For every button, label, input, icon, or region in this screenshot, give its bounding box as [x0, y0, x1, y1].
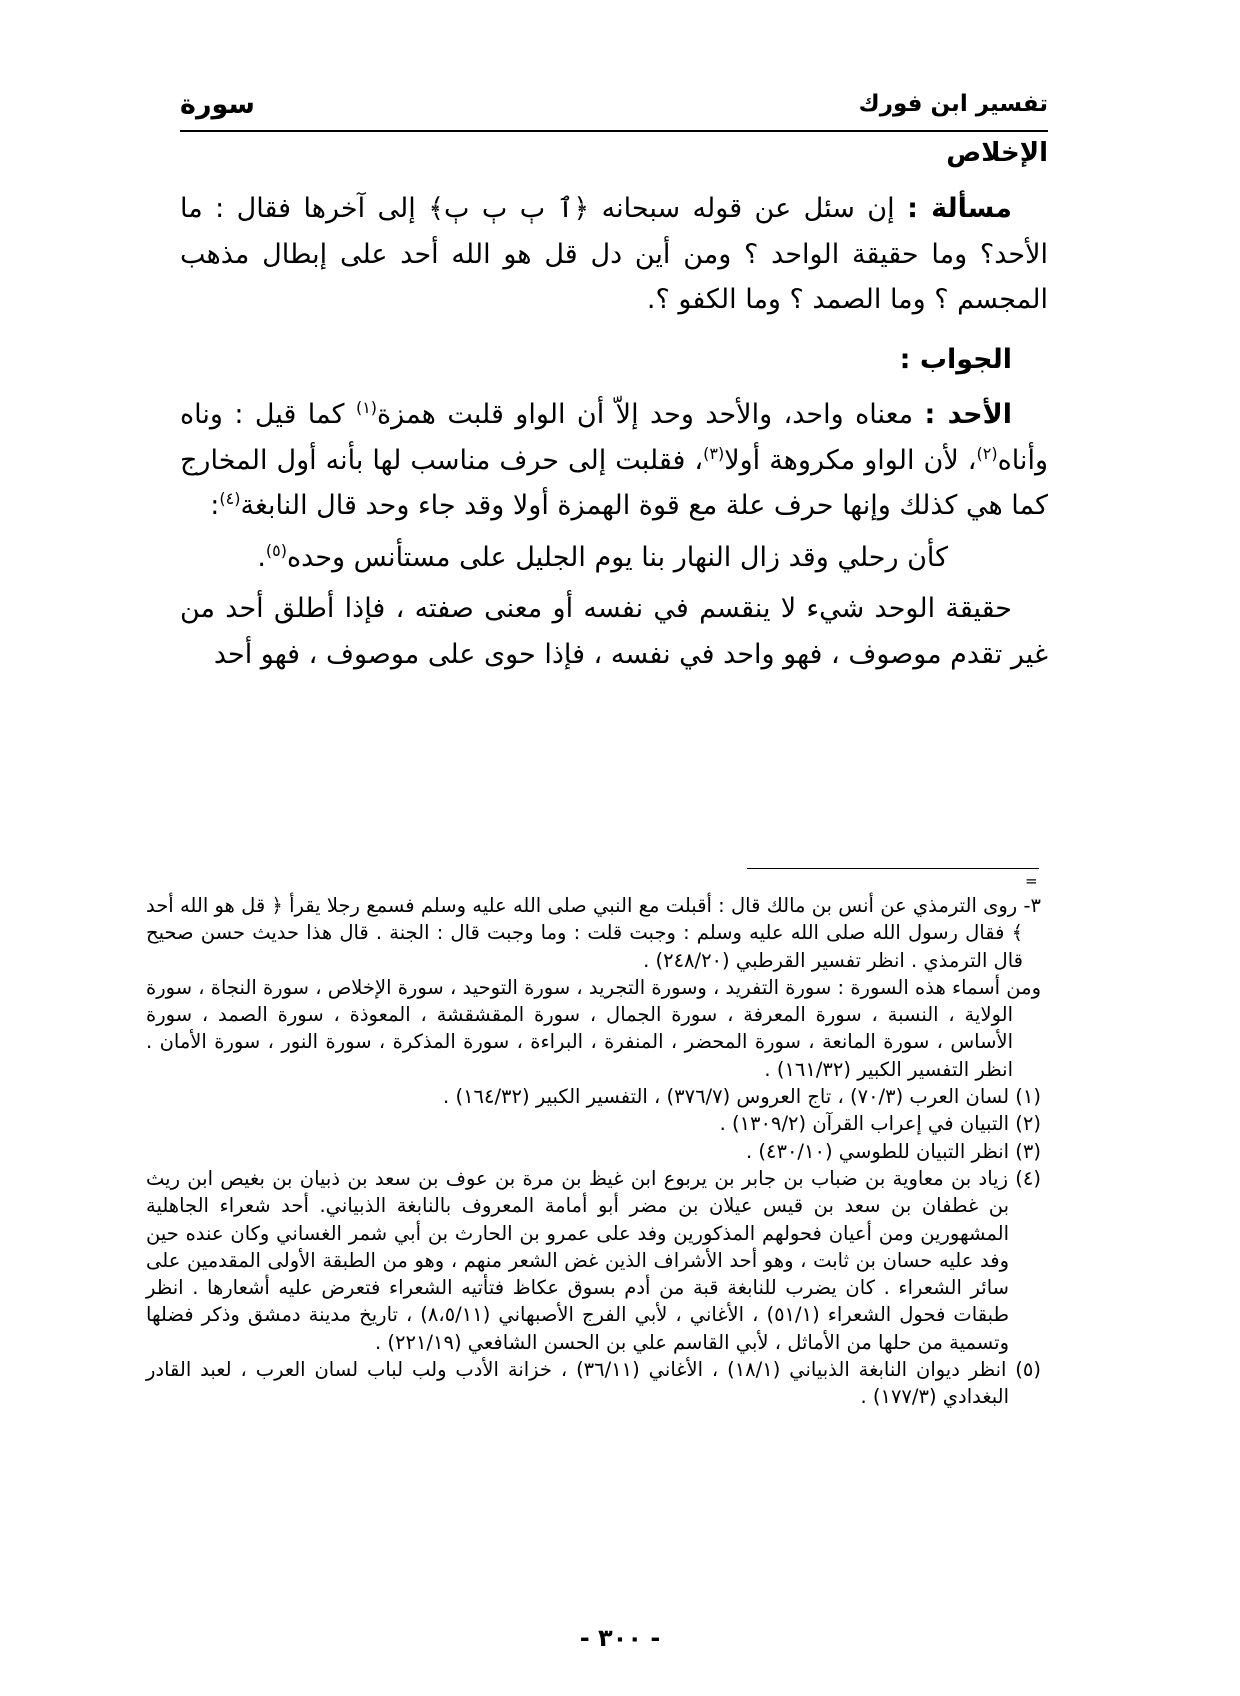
ahad-text-2: كما قيل : وناه وأناه: [180, 399, 1048, 476]
question-label: مسألة :: [907, 193, 1012, 224]
footnote-ref-4[interactable]: (٤): [219, 489, 241, 508]
question-text: إن سئل عن قوله سبحانه ﴿ٱ ٻ ٻ ٻ﴾ إلى آخرها فقال : ما الأحد؟ وما حقيقة الواحد ؟ ومن أين دل قل هو الله أحد على إبطال مذهب المجسم ؟ وما الصمد ؟ وما الكفو ؟.: [180, 193, 1048, 315]
page-header: [180, 86, 1048, 122]
footnote-ref-3[interactable]: (٣): [703, 443, 725, 463]
running-title: تفسير ابن فورك: [858, 91, 1048, 117]
verse-end: .: [257, 541, 266, 573]
ahad-text-4: ، فقلبت إلى حرف مناسب لها بأنه أول المخارج كما هي كذلك وإنها حرف علة مع قوة الهمزة أولا وقد جاء وحد قال النابغة: [180, 444, 1048, 521]
ahad-text-5: :: [210, 490, 220, 521]
footnote-4: (٤) زياد بن معاوية بن ضباب بن جابر بن يربوع ابن غيظ بن مرة بن عوف بن سعد بن ذبيان بن بغيص ابن ريث بن غطفان بن سعد بن قيس عيلان بن مضر أبو أمامة المعروف بالنابغة الذبياني. أحد شعراء الجاهلية المشهورين ومن أعيان فحولهم المذكورين وفد على عمرو بن الحارث بن أبي شمر الغساني وكان عنده حين وفد عليه حسان بن ثابت ، وهو أحد الأشراف الذين غض الشعر منهم ، وهو من الطبقة الأولى المقدمين على سائر الشعراء . كان يضرب للنابغة قبة من أدم بسوق عكاظ فتأتيه الشعراء فتعرض عليه أشعارها . انظر طبقات فحول الشعراء (٥١/١) ، الأغاني ، لأبي الفرج الأصبهاني (٨،٥/١١) ، تاريخ مدينة دمشق وذكر فضلها وتسمية من حلها من الأماثل ، لأبي القاسم علي بن الحسن الشافعي (٢٢١/١٩) .: [146, 1166, 1041, 1354]
ahad-label: الأحد :: [924, 399, 1012, 430]
footnotes: [146, 892, 1041, 1411]
header-rule: [180, 130, 1048, 132]
surah-title: الإخلاص: [946, 138, 1048, 168]
footnote-ref-2[interactable]: (٢): [976, 443, 998, 463]
main-text: [180, 186, 1048, 677]
footnote-3: (٣) انظر التبيان للطوسي (٤٣٠/١٠) .: [745, 1139, 1041, 1163]
footnote-5: (٥) انظر ديوان النابغة الذبياني (١٨/١) ، الأغاني (٣٦/١١) ، خزانة الأدب ولب لباب لسان العرب ، لعبد القادر البغدادي (١٧٧/٣) .: [146, 1358, 1042, 1409]
page-number: - ٣٠٠ -: [579, 1624, 661, 1652]
footnote-1: (١) لسان العرب (٧٠/٣) ، تاج العروس (٣٧٦/٧) ، التفسير الكبير (١٦٤/٣٢) .: [443, 1085, 1041, 1109]
surah-label: سورة: [180, 88, 255, 120]
wahd-paragraph: حقيقة الوحد شيء لا ينقسم في نفسه أو معنى صفته ، فإذا أطلق أحد من غير تقدم موصوف ، فهو واحد في نفسه ، فإذا حوى على موصوف ، فهو أحد: [180, 593, 1048, 670]
footnote-2: (٢) التبيان في إعراب القرآن (١٣٠٩/٢) .: [719, 1112, 1041, 1136]
footnote-continuation-mark: =: [1025, 872, 1038, 890]
footnote-ref-5[interactable]: (٥): [265, 540, 287, 560]
footnote-ref-1[interactable]: (١): [355, 398, 378, 417]
poetry-verse: [180, 535, 1048, 581]
verse-text: كأن رحلي وقد زال النهار بنا يوم الجليل على مستأنس وحده: [287, 541, 948, 573]
footnote-prev-3: ٣- روى الترمذي عن أنس بن مالك قال : أقبلت مع النبي صلى الله عليه وسلم فسمع رجلا يقرأ ﴿ قل هو الله أحد ﴾ فقال رسول الله صلى الله عليه وسلم : وجبت قلت : وما وجبت قال : الجنة . قال هذا حديث حسن صحيح قال الترمذي . انظر تفسير القرطبي (٢٤٨/٢٠) .: [146, 894, 1041, 972]
answer-heading: الجواب :: [899, 343, 1012, 375]
ahad-text-1: معناه واحد، والأحد وحد إلاّ أن الواو قلبت همزة: [377, 399, 914, 430]
ahad-text-3: ، لأن الواو مكروهة أولا: [724, 444, 977, 476]
footnote-rule: [747, 868, 1039, 869]
ahad-paragraph: [180, 392, 1048, 529]
footnote-names-note: ومن أسماء هذه السورة : سورة التفريد ، وسورة التجريد ، سورة التوحيد ، سورة الإخلاص ، سورة النجاة ، سورة الولاية ، النسبة ، سورة المعرفة ، سورة الجمال ، سورة المقشقشة ، المعوذة ، سورة الصمد ، سورة الأساس ، سورة المانعة ، سورة المحضر ، المنفرة ، البراءة ، سورة المذكرة ، سورة النور ، سورة الأمان . انظر التفسير الكبير (١٦١/٣٢) .: [146, 975, 1041, 1081]
question-paragraph: [180, 186, 1048, 323]
